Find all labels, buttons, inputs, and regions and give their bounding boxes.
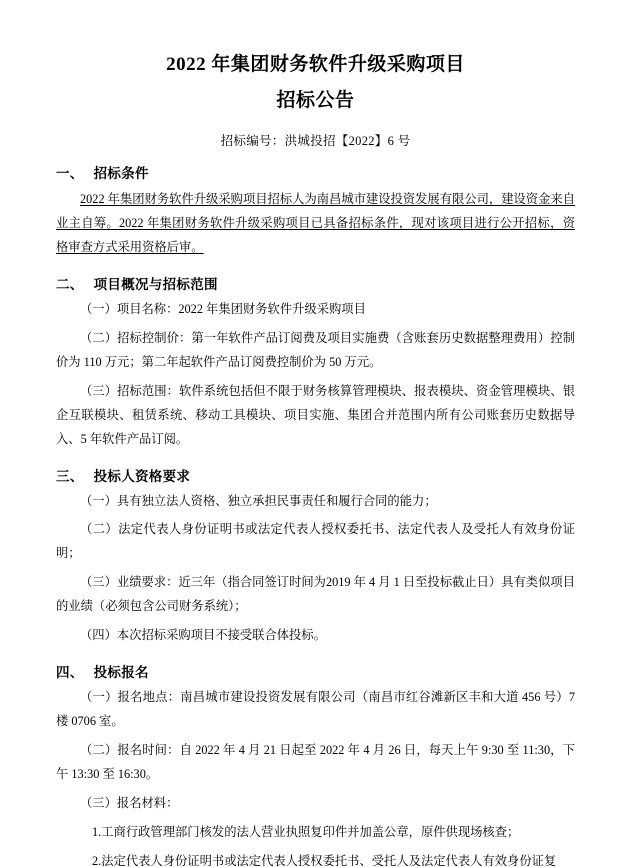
section-2-paragraph-3: （三）招标范围：软件系统包括但不限于财务核算管理模块、报表模块、资金管理模块、银企互联模块、租赁系统、移动工具模块、项目实施、集团合并范围内所有公司账套历史数据导入、5 年软件产品订阅。 — [56, 383, 575, 446]
section-4-item-1: 1.工商行政管理部门核发的法人营业执照复印件并加盖公章，原件供现场核查； — [92, 825, 520, 840]
section-title-1: 招标条件 — [93, 165, 149, 181]
section-2-paragraph-2: （二）招标控制价：第一年软件产品订阅费及项目实施费（含账套历史数据整理费用）控制价为 110 万元；第二年起软件产品订阅费控制价为 50 万元。 — [56, 330, 575, 369]
section-heading-2 — [56, 273, 575, 293]
section-title-4: 投标报名 — [93, 665, 149, 681]
section-3-paragraph-2: （二）法定代表人身份证明书或法定代表人授权委托书、法定代表人及受托人有效身份证明； — [56, 522, 575, 561]
section-4-paragraph-3: （三）报名材料： — [80, 796, 179, 811]
section-3-paragraph-3: （三）业绩要求：近三年（指合同签订时间为2019 年 4 月 1 日至投标截止日）具有类似项目的业绩（必须包含公司财务系统）； — [56, 575, 575, 614]
page-title: 2022 年集团财务软件升级采购项目 — [166, 54, 465, 75]
section-3-paragraph-4: （四）本次招标采购项目不接受联合体投标。 — [80, 628, 326, 643]
section-heading-3 — [56, 465, 575, 485]
section-4-paragraph-1: （一）报名地点：南昌城市建设投资发展有限公司（南昌市红谷滩新区丰和大道 456 号）7 楼 0706 室。 — [56, 690, 575, 729]
section-number-4: 四、 — [56, 665, 84, 681]
page-title-second-line: 招标公告 — [276, 90, 355, 112]
section-2-paragraph-1: （一）项目名称：2022 年集团财务软件升级采购项目 — [80, 301, 366, 316]
section-title-2: 项目概况与招标范围 — [93, 276, 218, 292]
section-1-paragraph-1: 2022 年集团财务软件升级采购项目招标人为南昌城市建设投资发展有限公司，建设资金来自业主自筹。2022 年集团财务软件升级采购项目已具备招标条件，现对该项目进行公开招标，资格审查方式采用资格后审。 — [56, 191, 575, 254]
tender-number: 招标编号：洪城投招【2022】6 号 — [220, 133, 411, 148]
section-3-paragraph-1: （一）具有独立法人资格、独立承担民事责任和履行合同的能力； — [80, 493, 437, 508]
section-heading-1 — [56, 162, 575, 182]
section-number-2: 二、 — [56, 276, 84, 292]
section-number-1: 一、 — [56, 165, 84, 181]
section-number-3: 三、 — [56, 468, 84, 484]
section-4-paragraph-2: （二）报名时间：自 2022 年 4 月 21 日起至 2022 年 4 月 26 日，每天上午 9:30 至 11:30，下午 13:30 至 16:30。 — [56, 743, 575, 782]
section-title-3: 投标人资格要求 — [93, 468, 191, 484]
section-4-item-2: 2.法定代表人身份证明书或法定代表人授权委托书、受托人及法定代表人有效身份证复 — [92, 854, 557, 867]
section-heading-4 — [56, 661, 575, 681]
